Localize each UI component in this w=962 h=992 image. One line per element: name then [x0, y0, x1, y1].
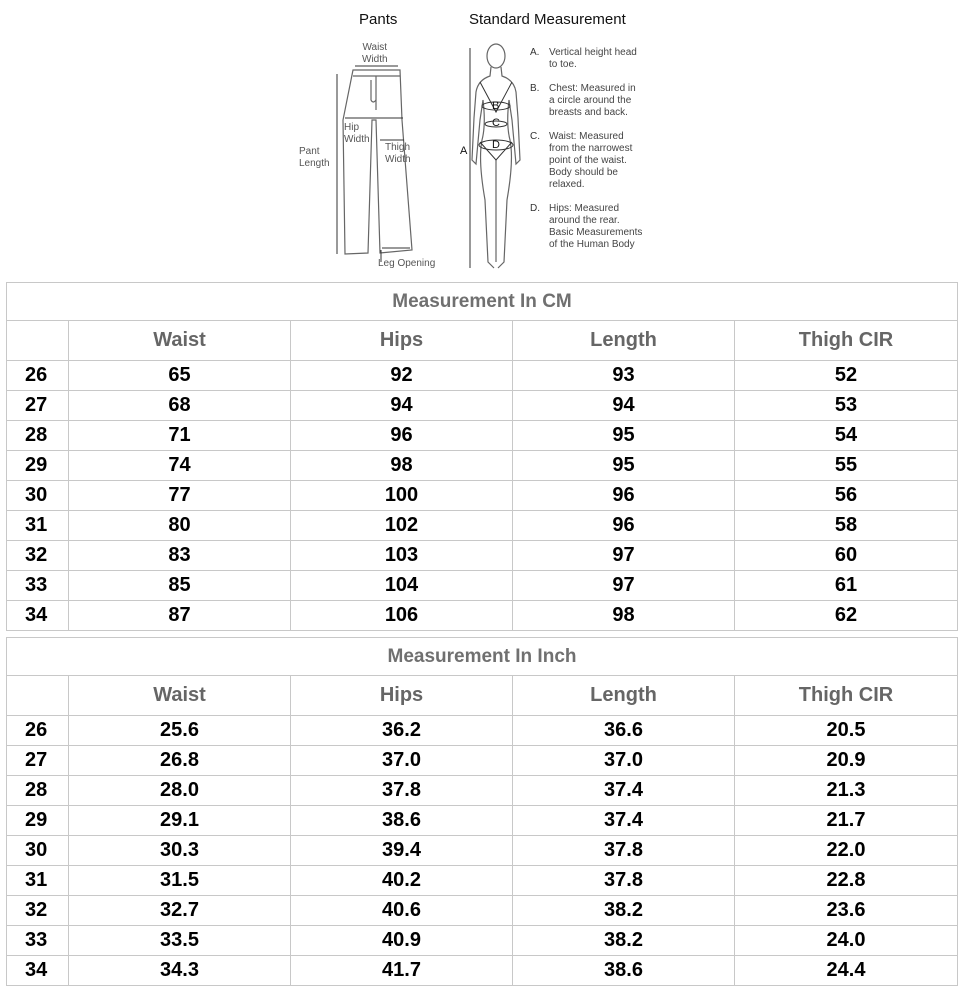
hips-cell: 94: [291, 391, 513, 421]
table-row: [7, 926, 958, 956]
note-d: [530, 203, 670, 251]
hips-cell: 41.7: [291, 956, 513, 986]
size-cell: 29: [7, 451, 69, 481]
length-cell: 37.4: [513, 806, 735, 836]
hips-cell: 39.4: [291, 836, 513, 866]
note-c-letter: C.: [530, 131, 540, 142]
column-header-size: [7, 321, 69, 361]
length-cell: 98: [513, 601, 735, 631]
table-row: [7, 361, 958, 391]
thigh-cir-cell: 24.0: [735, 926, 958, 956]
length-cell: 38.2: [513, 926, 735, 956]
thigh-cir-cell: 55: [735, 451, 958, 481]
thigh-cir-cell: 24.4: [735, 956, 958, 986]
hips-cell: 102: [291, 511, 513, 541]
length-cell: 37.4: [513, 776, 735, 806]
hips-cell: 38.6: [291, 806, 513, 836]
waist-cell: 74: [69, 451, 291, 481]
note-c-text: Waist: Measured from the narrowest point of the waist. Body should be relaxed.: [549, 131, 633, 190]
size-cell: 32: [7, 896, 69, 926]
table-row: [7, 601, 958, 631]
size-cell: 30: [7, 836, 69, 866]
waist-cell: 30.3: [69, 836, 291, 866]
length-cell: 38.6: [513, 956, 735, 986]
column-header-hips: Hips: [291, 321, 513, 361]
hips-cell: 92: [291, 361, 513, 391]
table-row: [7, 391, 958, 421]
hips-cell: 106: [291, 601, 513, 631]
size-cell: 32: [7, 541, 69, 571]
body-letter-a: A: [460, 145, 468, 157]
length-cell: 97: [513, 571, 735, 601]
size-cell: 26: [7, 716, 69, 746]
body-letter-d: D: [492, 139, 500, 151]
length-cell: 96: [513, 511, 735, 541]
hip-width-label: Hip Width: [344, 122, 370, 145]
size-cell: 27: [7, 746, 69, 776]
note-d-letter: D.: [530, 203, 540, 214]
column-header-size: [7, 676, 69, 716]
length-cell: 38.2: [513, 896, 735, 926]
table-title: Measurement In CM: [7, 283, 958, 321]
table-title: Measurement In Inch: [7, 638, 958, 676]
waist-cell: 77: [69, 481, 291, 511]
thigh-cir-cell: 52: [735, 361, 958, 391]
table-row: [7, 956, 958, 986]
note-c: [530, 131, 670, 191]
column-header-waist: Waist: [69, 676, 291, 716]
waist-cell: 68: [69, 391, 291, 421]
waist-cell: 32.7: [69, 896, 291, 926]
waist-cell: 85: [69, 571, 291, 601]
thigh-cir-cell: 53: [735, 391, 958, 421]
size-cell: 27: [7, 391, 69, 421]
waist-width-label: Waist Width: [362, 42, 388, 65]
leg-opening-label: Leg Opening: [378, 258, 436, 269]
waist-cell: 65: [69, 361, 291, 391]
table-row: [7, 776, 958, 806]
hips-cell: 96: [291, 421, 513, 451]
waist-cell: 28.0: [69, 776, 291, 806]
waist-cell: 26.8: [69, 746, 291, 776]
pants-and-body-illustration: [0, 0, 962, 278]
thigh-cir-cell: 56: [735, 481, 958, 511]
waist-cell: 31.5: [69, 866, 291, 896]
table-row: [7, 716, 958, 746]
table-caption-row: [7, 638, 958, 676]
body-letter-c: C: [492, 117, 500, 129]
thigh-cir-cell: 62: [735, 601, 958, 631]
size-cell: 28: [7, 421, 69, 451]
waist-cell: 29.1: [69, 806, 291, 836]
waist-cell: 33.5: [69, 926, 291, 956]
length-cell: 94: [513, 391, 735, 421]
waist-cell: 25.6: [69, 716, 291, 746]
table-header-row: [7, 321, 958, 361]
thigh-cir-cell: 20.5: [735, 716, 958, 746]
thigh-cir-cell: 21.7: [735, 806, 958, 836]
note-a-letter: A.: [530, 47, 540, 58]
table-row: [7, 746, 958, 776]
hips-cell: 100: [291, 481, 513, 511]
hips-cell: 104: [291, 571, 513, 601]
size-cell: 31: [7, 866, 69, 896]
waist-cell: 71: [69, 421, 291, 451]
length-cell: 95: [513, 421, 735, 451]
hips-cell: 40.2: [291, 866, 513, 896]
hips-cell: 40.6: [291, 896, 513, 926]
note-b-text: Chest: Measured in a circle around the breasts and back.: [549, 83, 636, 118]
table-row: [7, 451, 958, 481]
table-caption-row: [7, 283, 958, 321]
cm-size-table: [6, 282, 958, 631]
size-cell: 28: [7, 776, 69, 806]
hips-cell: 36.2: [291, 716, 513, 746]
length-cell: 37.8: [513, 866, 735, 896]
thigh-width-label: Thigh Width: [385, 142, 411, 165]
size-cell: 26: [7, 361, 69, 391]
note-b-letter: B.: [530, 83, 540, 94]
table-row: [7, 541, 958, 571]
thigh-cir-cell: 58: [735, 511, 958, 541]
waist-cell: 34.3: [69, 956, 291, 986]
length-cell: 37.8: [513, 836, 735, 866]
pant-length-label: Pant Length: [299, 146, 330, 169]
size-cell: 31: [7, 511, 69, 541]
table-row: [7, 481, 958, 511]
thigh-cir-cell: 54: [735, 421, 958, 451]
waist-cell: 87: [69, 601, 291, 631]
size-cell: 34: [7, 601, 69, 631]
table-row: [7, 866, 958, 896]
thigh-cir-cell: 23.6: [735, 896, 958, 926]
note-a: [530, 47, 670, 71]
thigh-cir-cell: 22.8: [735, 866, 958, 896]
length-cell: 96: [513, 481, 735, 511]
table-row: [7, 836, 958, 866]
waist-cell: 83: [69, 541, 291, 571]
column-header-thigh-cir: Thigh CIR: [735, 321, 958, 361]
waist-cell: 80: [69, 511, 291, 541]
hips-cell: 37.8: [291, 776, 513, 806]
hips-cell: 98: [291, 451, 513, 481]
column-header-thigh-cir: Thigh CIR: [735, 676, 958, 716]
length-cell: 95: [513, 451, 735, 481]
thigh-cir-cell: 20.9: [735, 746, 958, 776]
column-header-waist: Waist: [69, 321, 291, 361]
size-cell: 29: [7, 806, 69, 836]
hips-cell: 103: [291, 541, 513, 571]
measurement-diagram: [0, 0, 962, 278]
pants-title: Pants: [359, 11, 398, 28]
inch-size-table: [6, 637, 958, 986]
length-cell: 97: [513, 541, 735, 571]
size-cell: 33: [7, 926, 69, 956]
body-figure-drawing: [472, 44, 520, 268]
note-d-text: Hips: Measured around the rear. Basic Measurements of the Human Body: [549, 203, 643, 250]
thigh-cir-cell: 60: [735, 541, 958, 571]
column-header-length: Length: [513, 321, 735, 361]
table-row: [7, 421, 958, 451]
standard-measurement-title: Standard Measurement: [469, 11, 626, 28]
length-cell: 93: [513, 361, 735, 391]
hips-cell: 40.9: [291, 926, 513, 956]
length-cell: 36.6: [513, 716, 735, 746]
hips-cell: 37.0: [291, 746, 513, 776]
size-cell: 33: [7, 571, 69, 601]
table-row: [7, 806, 958, 836]
column-header-length: Length: [513, 676, 735, 716]
table-row: [7, 511, 958, 541]
thigh-cir-cell: 21.3: [735, 776, 958, 806]
table-row: [7, 571, 958, 601]
note-a-text: Vertical height head to toe.: [549, 47, 637, 70]
thigh-cir-cell: 22.0: [735, 836, 958, 866]
size-cell: 34: [7, 956, 69, 986]
note-b: [530, 83, 670, 119]
body-letter-b: B: [492, 100, 500, 112]
column-header-hips: Hips: [291, 676, 513, 716]
table-header-row: [7, 676, 958, 716]
thigh-cir-cell: 61: [735, 571, 958, 601]
length-cell: 37.0: [513, 746, 735, 776]
table-row: [7, 896, 958, 926]
size-cell: 30: [7, 481, 69, 511]
